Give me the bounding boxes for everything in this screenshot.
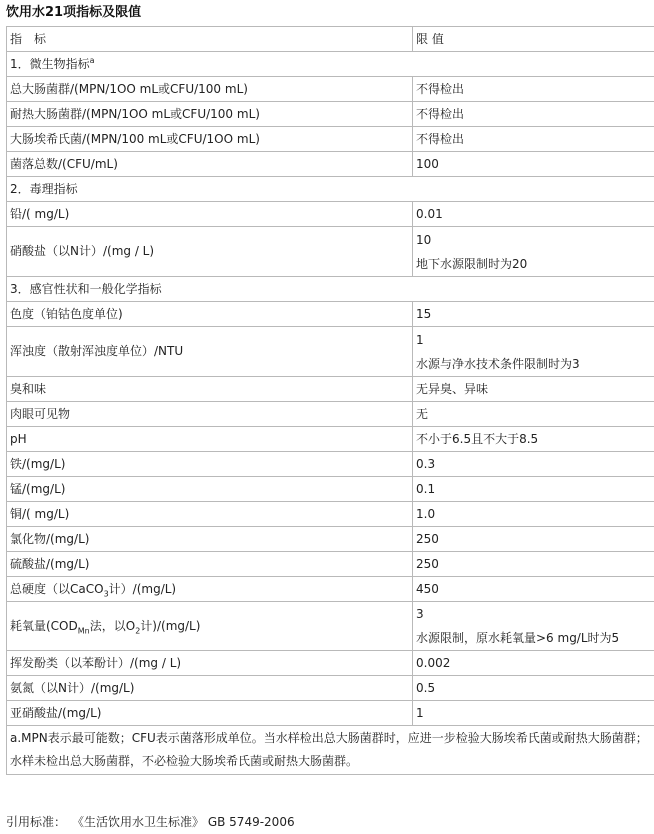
table-row: [7, 602, 654, 651]
limit-value: 0.01: [413, 202, 654, 227]
indicator-name: 铜/( mg/L): [7, 502, 413, 527]
indicator-name: 菌落总数/(CFU/mL): [7, 152, 413, 177]
page-title: 饮用水21项指标及限值: [6, 5, 142, 20]
table-row: [7, 102, 654, 127]
limit-value: 0.1: [413, 477, 654, 502]
limit-note: 水源限制，原水耗氧量>6 mg/L时为5: [416, 631, 620, 645]
limit-value: 0.3: [413, 452, 654, 477]
table-row: [7, 227, 654, 277]
limit-main: 10: [416, 232, 432, 247]
table-row: [7, 427, 654, 452]
source-citation: 引用标准： 《生活饮用水卫生标准》 GB 5749-2006: [6, 815, 295, 829]
table-row: [7, 327, 654, 377]
limit-value: 1: [413, 701, 654, 726]
indicator-name: 氨氮（以N计）/(mg/L): [7, 676, 413, 701]
limit-main: 1: [416, 332, 424, 347]
indicator-name: pH: [7, 427, 413, 452]
indicator-name: 铁/(mg/L): [7, 452, 413, 477]
limit-value: 无异臭、异味: [413, 377, 654, 402]
footnote-marker: a: [89, 55, 95, 65]
limit-value: 250: [413, 527, 654, 552]
limit-value: 不小于6.5且不大于8.5: [413, 427, 654, 452]
table-row: [7, 701, 654, 726]
indicator-name: 肉眼可见物: [7, 402, 413, 427]
section-toxicological: 2．毒理指标: [7, 177, 654, 202]
table-row: [7, 377, 654, 402]
indicator-name: 锰/(mg/L): [7, 477, 413, 502]
limit-note: 地下水源限制时为20: [416, 256, 528, 271]
table-row: [7, 202, 654, 227]
section-row: [7, 177, 654, 202]
footnote-row: [7, 726, 654, 775]
limit-value: 15: [413, 302, 654, 327]
footnote: a.MPN表示最可能数；CFU表示菌落形成单位。当水样检出总大肠菌群时，应进一步检验大肠埃希氏菌或耐热大肠菌群；水样未检出总大肠菌群，不必检验大肠埃希氏菌或耐热大肠菌群。: [7, 726, 654, 775]
section-microbial: 1．微生物指标$^a$: [7, 52, 654, 77]
indicator-name: 臭和味: [7, 377, 413, 402]
limit-value: 不得检出: [413, 102, 654, 127]
table-row: [7, 676, 654, 701]
indicator-name: 硫酸盐/(mg/L): [7, 552, 413, 577]
table-row: [7, 152, 654, 177]
header-limit: 限 值: [413, 27, 654, 52]
table-row: [7, 552, 654, 577]
limit-value: [413, 602, 654, 651]
limit-value: 0.002: [413, 651, 654, 676]
table-row: [7, 577, 654, 602]
indicator-name: 色度（铂钴色度单位): [7, 302, 413, 327]
header-indicator: 指 标: [7, 27, 413, 52]
indicator-name: 亚硝酸盐/(mg/L): [7, 701, 413, 726]
table-row: [7, 651, 654, 676]
table-row: [7, 452, 654, 477]
table-row: [7, 477, 654, 502]
limit-value: [413, 227, 654, 277]
table-row: [7, 77, 654, 102]
indicator-name: 总大肠菌群/(MPN/1OO mL或CFU/100 mL): [7, 77, 413, 102]
limit-value: 100: [413, 152, 654, 177]
table-header-row: [7, 27, 654, 52]
table-row: [7, 402, 654, 427]
section-sensory-chemical: 3．感官性状和一般化学指标: [7, 277, 654, 302]
limit-value: 0.5: [413, 676, 654, 701]
indicator-name: 大肠埃希氏菌/(MPN/100 mL或CFU/1OO mL): [7, 127, 413, 152]
table-row: [7, 302, 654, 327]
section-row: [7, 277, 654, 302]
indicator-name: 总硬度（以CaCO$_3$计）/(mg/L): [7, 577, 413, 602]
limit-main: 3: [416, 607, 424, 621]
section-row: [7, 52, 654, 77]
indicator-name: 硝酸盐（以N计）/(mg / L): [7, 227, 413, 277]
limit-value: 250: [413, 552, 654, 577]
table-row: [7, 527, 654, 552]
limit-value: 不得检出: [413, 77, 654, 102]
limit-value: [413, 327, 654, 377]
limit-value: 不得检出: [413, 127, 654, 152]
limit-value: 1.0: [413, 502, 654, 527]
indicator-name: 浑浊度（散射浑浊度单位）/NTU: [7, 327, 413, 377]
table-row: [7, 502, 654, 527]
indicator-name: 耗氧量($COD_{Mn}$法，以$O_2$计)/(mg/L): [7, 602, 413, 651]
standards-table: [6, 26, 654, 775]
limit-value: 450: [413, 577, 654, 602]
table-row: [7, 127, 654, 152]
limit-note: 水源与净水技术条件限制时为3: [416, 356, 580, 371]
indicator-name: 挥发酚类（以苯酚计）/(mg / L): [7, 651, 413, 676]
indicator-name: 铅/( mg/L): [7, 202, 413, 227]
limit-value: 无: [413, 402, 654, 427]
indicator-name: 耐热大肠菌群/(MPN/1OO mL或CFU/100 mL): [7, 102, 413, 127]
indicator-name: 氯化物/(mg/L): [7, 527, 413, 552]
